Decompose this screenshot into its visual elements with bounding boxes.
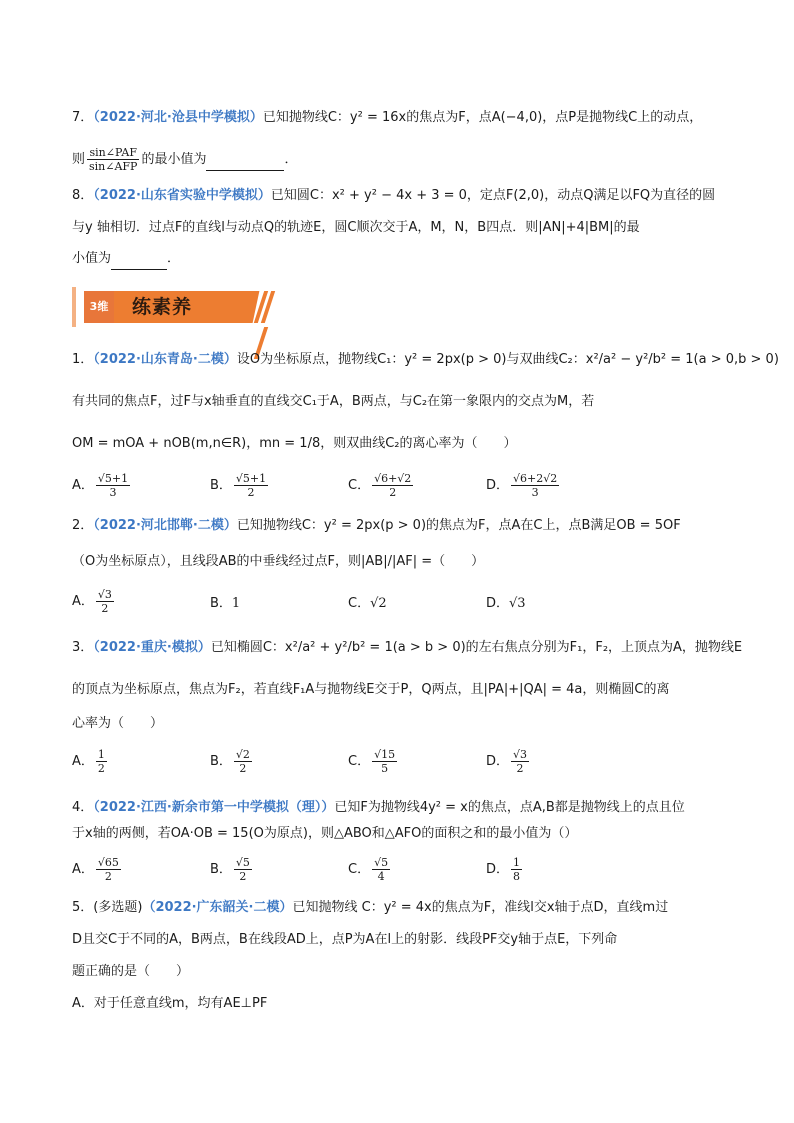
question-text: 已知圆C：x² + y² − 4x + 3 = 0，定点F(2,0)，动点Q满足以FQ为直径的圆 xyxy=(270,188,716,203)
question-text: 设O为坐标原点，抛物线C₁：y² = 2px(p > 0)与双曲线C₂：x²/a² − y²/b² = 1(a > 0,b > 0) xyxy=(236,352,779,367)
option-a[interactable] xyxy=(72,588,116,615)
question-3-line-3: 心率为（ ） xyxy=(72,716,164,731)
question-5-line-2: D且交C于不同的A，B两点，B在线段AD上，点P为A在l上的射影．线段PF交y轴于点E，下列命 xyxy=(72,932,618,947)
question-text: 的最小值为 xyxy=(141,152,207,167)
question-1-line-3: OM = mOA + nOB(m,n∈R)，mn = 1/8，则双曲线C₂的离心率为（ ） xyxy=(72,436,517,451)
question-source: （2022·山东省实验中学模拟） xyxy=(93,188,271,203)
question-prefix: (多选题) xyxy=(93,900,143,915)
option-label: A． xyxy=(72,862,94,877)
question-number: 4． xyxy=(72,800,94,815)
banner-accent-bar xyxy=(72,287,76,327)
option-label: C． xyxy=(348,862,371,877)
fraction-denominator: 2 xyxy=(247,486,255,499)
question-8-line-3 xyxy=(72,249,180,270)
question-text: 小值为 xyxy=(72,251,112,266)
fraction-numerator: √5 xyxy=(235,856,250,869)
option-c[interactable] xyxy=(348,748,399,775)
option-label: D． xyxy=(486,596,510,611)
fraction-numerator: √3 xyxy=(97,588,112,601)
question-text: 已知抛物线 C：y² = 4x的焦点为F，准线l交x轴于点D，直线m过 xyxy=(292,900,669,915)
fraction-denominator: 4 xyxy=(377,870,385,883)
fraction xyxy=(234,748,252,775)
option-b[interactable] xyxy=(210,856,254,883)
fraction-denominator: sin∠AFP xyxy=(89,160,138,173)
question-source: （2022·江西·新余市第一中学模拟（理）） xyxy=(93,800,335,815)
question-5-line-1 xyxy=(72,898,668,918)
fraction xyxy=(96,588,114,615)
option-d[interactable] xyxy=(486,594,526,614)
question-4-line-2: 于x轴的两侧，若OA·OB = 15(O为原点)，则△ABO和△AFO的面积之和的最小值为（） xyxy=(72,826,578,841)
question-number: 1． xyxy=(72,352,94,367)
question-source: （2022·广东韶关·二模） xyxy=(142,900,293,915)
fraction-denominator: 8 xyxy=(513,870,521,883)
fraction-numerator: √3 xyxy=(513,748,528,761)
question-1-line-2: 有共同的焦点F，过F与x轴垂直的直线交C₁于A，B两点，与C₂在第一象限内的交点为M，若 xyxy=(72,394,595,409)
fraction xyxy=(96,472,130,499)
option-label: D． xyxy=(486,862,510,877)
fraction-numerator: √6+√2 xyxy=(374,472,412,485)
fraction-numerator: √15 xyxy=(374,748,396,761)
fraction-denominator: 5 xyxy=(381,762,389,775)
question-4-line-1 xyxy=(72,798,685,818)
option-label: A． xyxy=(72,754,94,769)
fraction-denominator: 2 xyxy=(97,762,105,775)
fraction-numerator: √5+1 xyxy=(235,472,267,485)
fraction xyxy=(96,748,107,775)
option-c[interactable] xyxy=(348,594,387,614)
answer-blank[interactable] xyxy=(206,150,284,171)
question-5-option-a[interactable]: A．对于任意直线m，均有AE⊥PF xyxy=(72,996,268,1011)
option-label: B． xyxy=(210,754,232,769)
option-c[interactable] xyxy=(348,472,415,499)
option-b[interactable] xyxy=(210,748,254,775)
fraction-denominator: 2 xyxy=(101,602,109,615)
option-d[interactable] xyxy=(486,856,524,883)
option-c[interactable] xyxy=(348,856,392,883)
question-8-line-2: 与y 轴相切．过点F的直线l与动点Q的轨迹E，圆C顺次交于A，M，N，B四点．则|AN|+4|BM|的最 xyxy=(72,220,640,235)
question-2-line-2: （O为坐标原点），且线段AB的中垂线经过点F，则|AB|/|AF| =（ ） xyxy=(72,554,485,569)
fraction xyxy=(96,856,121,883)
fraction-numerator: √65 xyxy=(97,856,119,869)
question-number: 5． xyxy=(72,900,94,915)
option-label: B． xyxy=(210,862,232,877)
question-7-line-1 xyxy=(72,108,702,128)
question-text: ． xyxy=(284,152,298,167)
option-value: √2 xyxy=(370,596,387,611)
fraction-denominator: 2 xyxy=(239,762,247,775)
question-3-line-2: 的顶点为坐标原点，焦点为F₂，若直线F₁A与抛物线E交于P，Q两点，且|PA|+|QA| = 4a，则椭圆C的离 xyxy=(72,682,670,697)
question-2-line-1 xyxy=(72,516,681,536)
question-8-line-1 xyxy=(72,186,715,206)
fraction xyxy=(511,748,529,775)
question-text: 已知抛物线C：y² = 2px(p > 0)的焦点为F，点A在C上，点B满足OB = 5OF xyxy=(236,518,681,533)
fraction xyxy=(372,472,413,499)
question-number: 8． xyxy=(72,188,94,203)
fraction-denominator: 3 xyxy=(531,486,539,499)
fraction-numerator: 1 xyxy=(97,748,105,761)
section-banner xyxy=(72,285,272,329)
question-text: 已知椭圆C：x²/a² + y²/b² = 1(a > b > 0)的左右焦点分别为F₁，F₂，上顶点为A，抛物线E xyxy=(210,640,743,655)
fraction-numerator: √2 xyxy=(235,748,250,761)
fraction-numerator: √5 xyxy=(374,856,389,869)
fraction-denominator: 2 xyxy=(389,486,397,499)
question-number: 7． xyxy=(72,110,94,125)
fraction xyxy=(234,472,268,499)
fraction-denominator: 3 xyxy=(109,486,117,499)
question-source: （2022·河北·沧县中学模拟） xyxy=(93,110,263,125)
question-3-line-1 xyxy=(72,638,742,658)
question-1-line-1 xyxy=(72,350,779,370)
fraction xyxy=(372,856,390,883)
question-5-line-3: 题正确的是（ ） xyxy=(72,964,190,979)
fraction-numerator: 1 xyxy=(513,856,521,869)
option-d[interactable] xyxy=(486,472,561,499)
fraction-denominator: 2 xyxy=(239,870,247,883)
question-source: （2022·重庆·模拟） xyxy=(93,640,211,655)
option-label: D． xyxy=(486,478,510,493)
option-a[interactable] xyxy=(72,748,109,775)
question-number: 3． xyxy=(72,640,94,655)
option-b[interactable] xyxy=(210,594,240,614)
question-7-line-2 xyxy=(72,146,298,173)
fraction-numerator: sin∠PAF xyxy=(87,146,139,160)
option-label: B． xyxy=(210,478,232,493)
option-value: 1 xyxy=(231,596,241,611)
question-text: 已知抛物线C：y² = 16x的焦点为F，点A(−4,0)，点P是抛物线C上的动点， xyxy=(262,110,703,125)
option-b[interactable] xyxy=(210,472,270,499)
fraction-denominator: 2 xyxy=(104,870,112,883)
option-label: A． xyxy=(72,478,94,493)
fraction-numerator: √6+2√2 xyxy=(513,472,558,485)
section-title: 练素养 xyxy=(132,296,193,318)
question-text: 则 xyxy=(72,152,86,167)
option-label: C． xyxy=(348,478,371,493)
question-source: （2022·山东青岛·二模） xyxy=(93,352,237,367)
fraction xyxy=(511,856,522,883)
option-label: C． xyxy=(348,596,371,611)
fraction xyxy=(234,856,252,883)
fraction-numerator: √5+1 xyxy=(97,472,129,485)
answer-blank[interactable] xyxy=(111,249,167,270)
option-label: D． xyxy=(486,754,510,769)
fraction xyxy=(87,146,139,173)
option-value: √3 xyxy=(509,596,526,611)
fraction xyxy=(372,748,397,775)
question-source: （2022·河北邯郸·二模） xyxy=(93,518,237,533)
fraction-denominator: 2 xyxy=(516,762,524,775)
option-label: A． xyxy=(72,594,94,609)
option-a[interactable] xyxy=(72,472,132,499)
option-d[interactable] xyxy=(486,748,531,775)
question-text: ． xyxy=(167,251,181,266)
option-label: B． xyxy=(210,596,232,611)
question-text: 已知F为抛物线4y² = x的焦点，点A,B都是抛物线上的点且位 xyxy=(334,800,685,815)
fraction xyxy=(511,472,559,499)
option-label: C． xyxy=(348,754,371,769)
option-a[interactable] xyxy=(72,856,123,883)
question-number: 2． xyxy=(72,518,94,533)
banner-tag: 3维 xyxy=(84,291,114,323)
